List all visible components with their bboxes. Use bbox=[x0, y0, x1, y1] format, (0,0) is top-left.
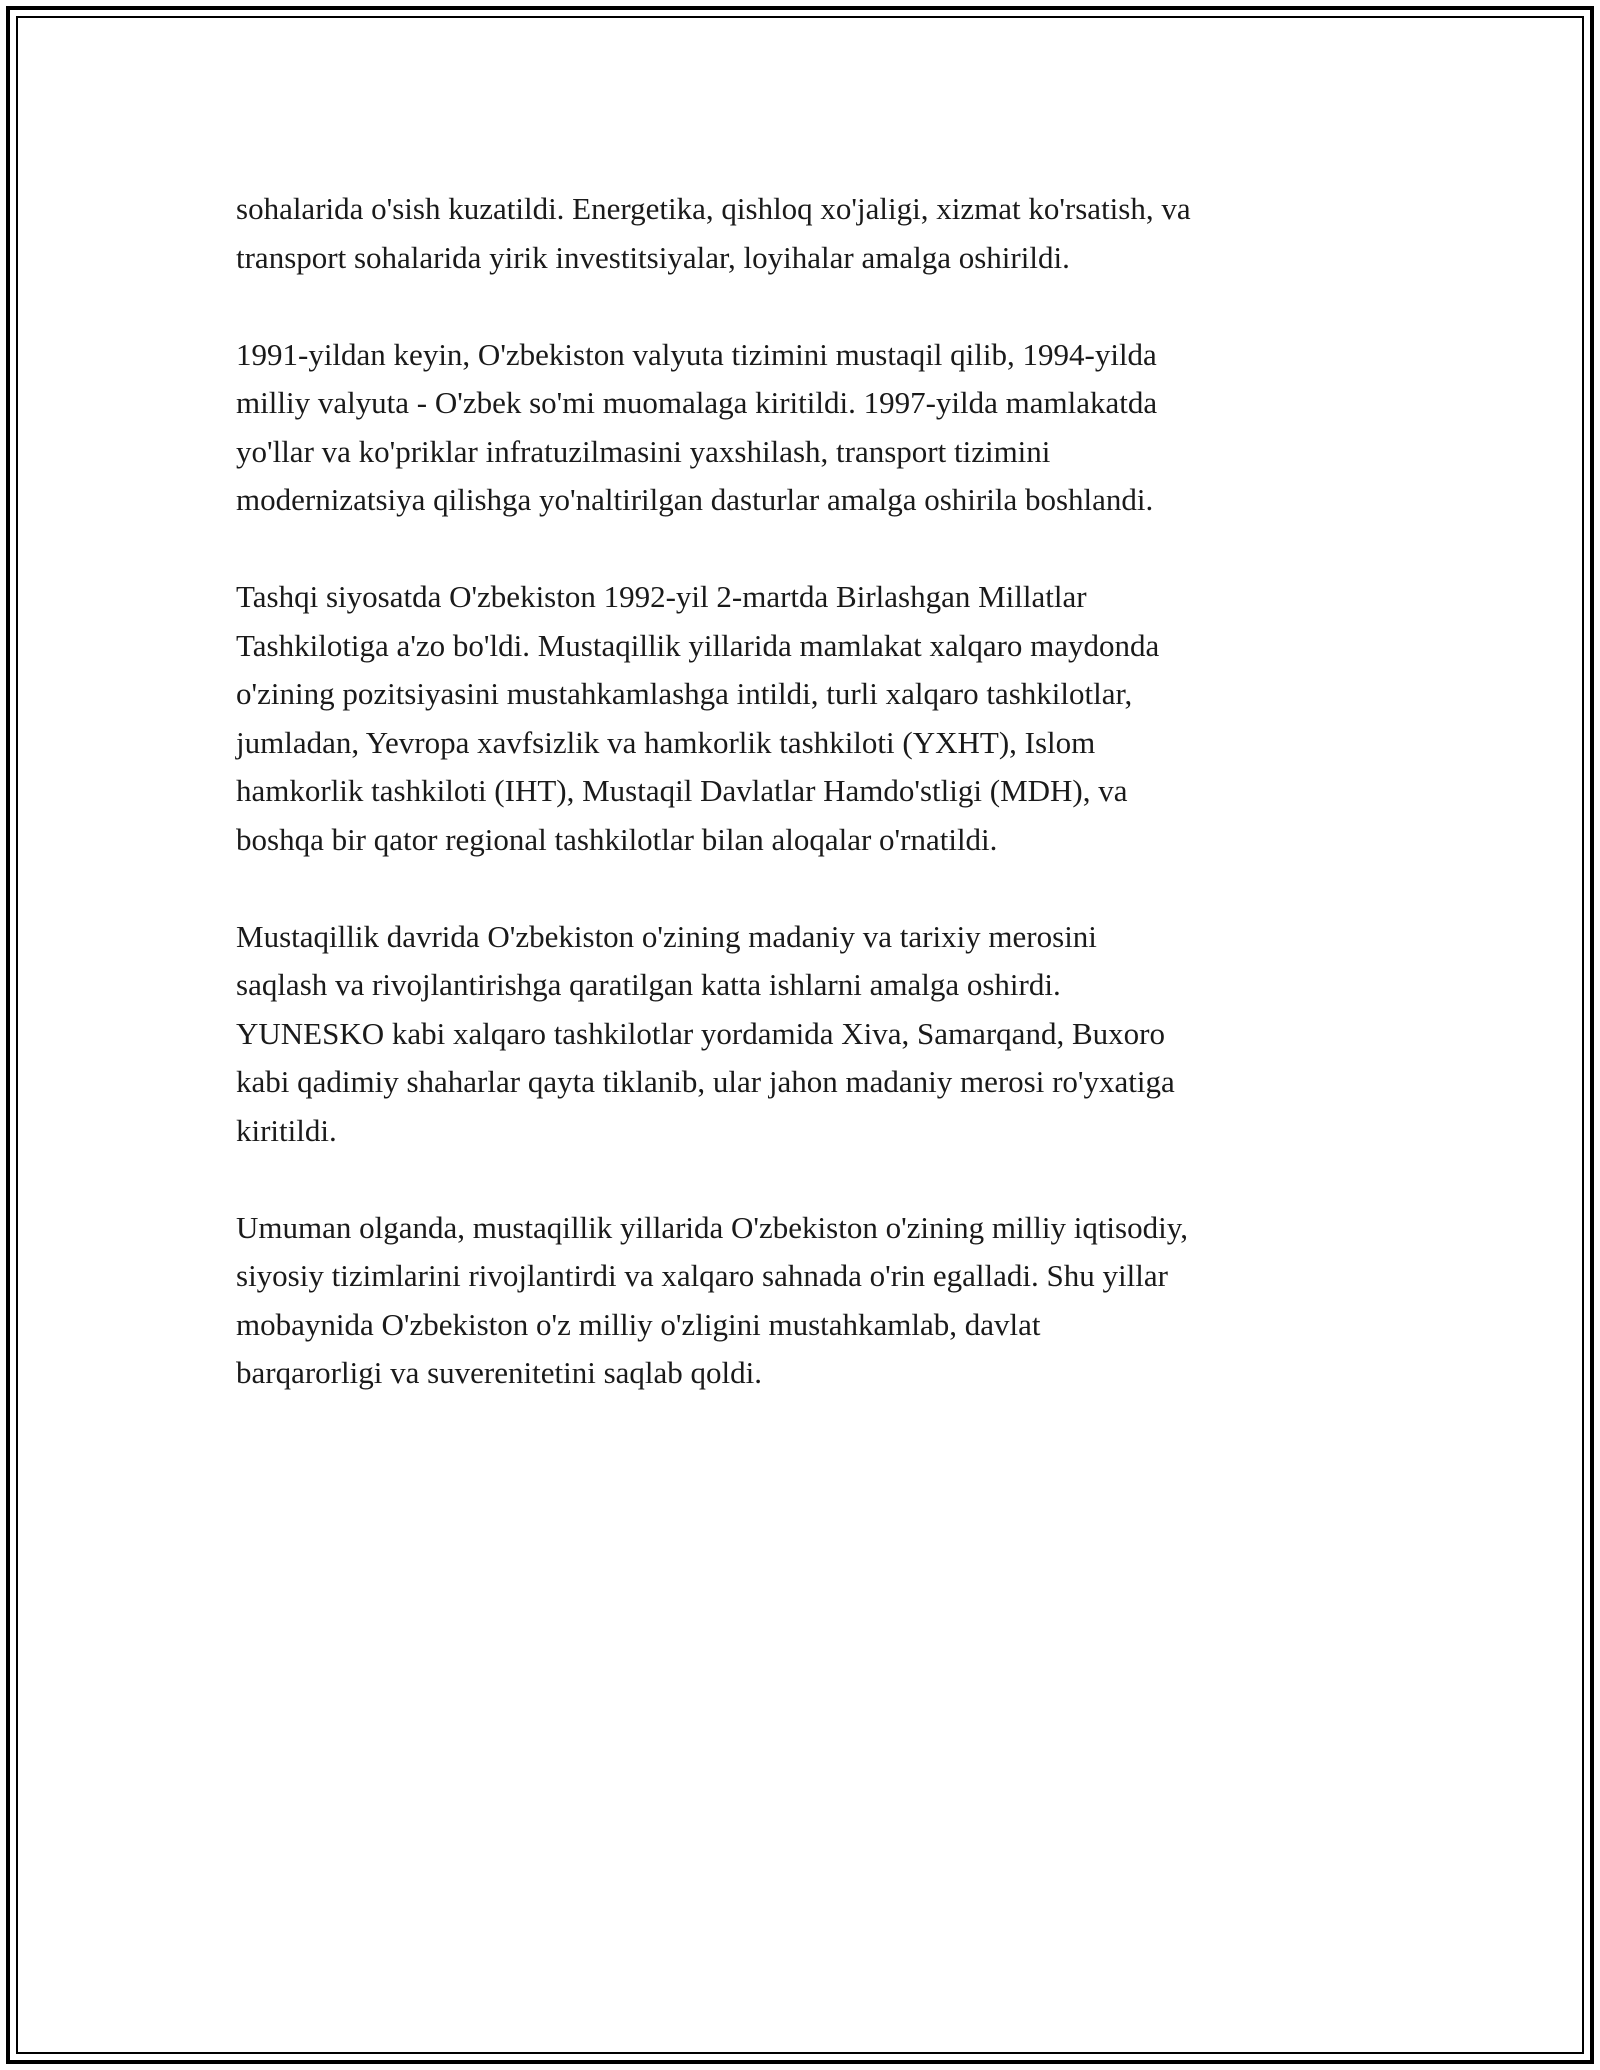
text-line: saqlash va rivojlantirishga qaratilgan katta ishlarni amalga oshirdi. bbox=[236, 967, 1061, 1002]
paragraph-foreign-policy bbox=[236, 573, 1376, 864]
text-line: sohalarida o'sish kuzatildi. Energetika, qishloq xo'jaligi, xizmat ko'rsatish, va bbox=[236, 191, 1191, 226]
text-line: boshqa bir qator regional tashkilotlar bilan aloqalar o'rnatildi. bbox=[236, 821, 998, 857]
text-line: Umuman olganda, mustaqillik yillarida O'zbekiston o'zining milliy iqtisodiy, bbox=[236, 1209, 1188, 1245]
text-line: Tashqi siyosatda O'zbekiston 1992-yil 2-martda Birlashgan Millatlar bbox=[236, 579, 1087, 614]
text-line: kabi qadimiy shaharlar qayta tiklanib, ular jahon madaniy merosi ro'yxatiga bbox=[236, 1064, 1175, 1099]
text-line: mobaynida O'zbekiston o'z milliy o'zligini mustahkamlab, davlat bbox=[236, 1306, 1041, 1342]
document-body bbox=[236, 185, 1376, 1446]
text-line: jumladan, Yevropa xavfsizlik va hamkorlik tashkiloti (YXHT), Islom bbox=[236, 724, 1096, 760]
text-line: modernizatsiya qilishga yo'naltirilgan dasturlar amalga oshirila boshlandi. bbox=[236, 482, 1154, 517]
text-line: transport sohalarida yirik investitsiyalar, loyihalar amalga oshirildi. bbox=[236, 239, 1070, 275]
paragraph-currency bbox=[236, 331, 1376, 525]
text-line: hamkorlik tashkiloti (IHT), Mustaqil Davlatlar Hamdo'stligi (MDH), va bbox=[236, 773, 1128, 808]
text-line: o'zining pozitsiyasini mustahkamlashga intildi, turli xalqaro tashkilotlar, bbox=[236, 676, 1133, 711]
text-line: Mustaqillik davrida O'zbekiston o'zining madaniy va tarixiy merosini bbox=[236, 918, 1097, 954]
text-line: Tashkilotiga a'zo bo'ldi. Mustaqillik yillarida mamlakat xalqaro maydonda bbox=[236, 627, 1160, 663]
text-line: kiritildi. bbox=[236, 1112, 337, 1148]
paragraph-heritage bbox=[236, 913, 1376, 1156]
text-line: milliy valyuta - O'zbek so'mi muomalaga kiritildi. 1997-yilda mamlakatda bbox=[236, 385, 1158, 420]
text-line: siyosiy tizimlarini rivojlantirdi va xalqaro sahnada o'rin egalladi. Shu yillar bbox=[236, 1258, 1168, 1293]
paragraph-economy bbox=[236, 185, 1376, 282]
text-line: YUNESKO kabi xalqaro tashkilotlar yordamida Xiva, Samarqand, Buxoro bbox=[236, 1015, 1165, 1051]
text-line: barqarorligi va suverenitetini saqlab qoldi. bbox=[236, 1355, 762, 1390]
paragraph-conclusion bbox=[236, 1204, 1376, 1398]
text-line: yo'llar va ko'priklar infratuzilmasini yaxshilash, transport tizimini bbox=[236, 433, 1051, 469]
text-line: 1991-yildan keyin, O'zbekiston valyuta tizimini mustaqil qilib, 1994-yilda bbox=[236, 336, 1157, 372]
